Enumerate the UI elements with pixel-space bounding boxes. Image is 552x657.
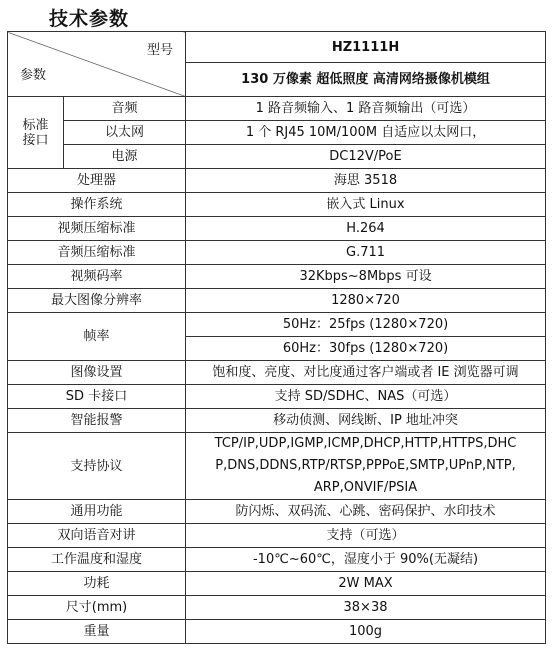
row-value: 饱和度、亮度、对比度通过客户端或者 IE 浏览器可调: [186, 361, 546, 385]
table-row: [8, 217, 546, 241]
row-value: 100g: [186, 620, 546, 644]
param-label: 参数: [20, 68, 47, 83]
table-row: [8, 289, 546, 313]
row-label: 尺寸(mm): [8, 596, 186, 620]
row-label: 视频码率: [8, 265, 186, 289]
interface-group-label-line2: 接口: [22, 132, 49, 148]
row-value: 防闪烁、双码流、心跳、密码保护、水印技术: [186, 500, 546, 524]
row-label: 智能报警: [8, 409, 186, 433]
row-label: 操作系统: [8, 193, 186, 217]
row-value: 嵌入式 Linux: [186, 193, 546, 217]
row-label: 工作温度和湿度: [8, 548, 186, 572]
row-label: 电源: [64, 145, 186, 169]
row-label: 帧率: [8, 313, 186, 361]
interface-group-label: [8, 97, 64, 169]
row-label: 功耗: [8, 572, 186, 596]
row-label: 处理器: [8, 169, 186, 193]
row-label: 通用功能: [8, 500, 186, 524]
row-value: 海思 3518: [186, 169, 546, 193]
table-row: [8, 596, 546, 620]
table-row: [8, 121, 546, 145]
protocols-line: TCP/IP,UDP,IGMP,ICMP,DHCP,HTTP,HTTPS,DHC: [214, 436, 517, 451]
header-diagonal-cell: [8, 32, 186, 97]
table-row: [8, 265, 546, 289]
table-row: [8, 620, 546, 644]
row-label: 视频压缩标准: [8, 217, 186, 241]
row-label: 支持协议: [8, 433, 186, 500]
row-value: 支持（可选）: [186, 524, 546, 548]
row-label: 图像设置: [8, 361, 186, 385]
table-row: [8, 385, 546, 409]
protocols-value: [186, 433, 546, 500]
row-value: 1 个 RJ45 10M/100M 自适应以太网口，: [186, 121, 546, 145]
row-value: DC12V/PoE: [186, 145, 546, 169]
table-row: [8, 145, 546, 169]
page-title: 技术参数: [49, 8, 130, 30]
model-description: 130 万像素 超低照度 高清网络摄像机模组: [186, 63, 546, 97]
row-label: 双向语音对讲: [8, 524, 186, 548]
row-value: 支持 SD/SDHC、NAS（可选）: [186, 385, 546, 409]
row-value: G.711: [186, 241, 546, 265]
row-value: 移动侦测、网线断、IP 地址冲突: [186, 409, 546, 433]
model-value: HZ1111H: [186, 32, 546, 63]
table-row: [8, 500, 546, 524]
interface-group-label-line1: 标准: [22, 117, 49, 133]
protocols-line: P,DNS,DDNS,RTP/RTSP,PPPoE,SMTP,UPnP,NTP,: [215, 458, 516, 473]
table-row: [8, 524, 546, 548]
row-value: 1280×720: [186, 289, 546, 313]
frame-rate-50hz: 50Hz：25fps (1280×720): [186, 313, 546, 337]
table-row: [8, 241, 546, 265]
table-row: [8, 548, 546, 572]
table-row: [8, 313, 546, 337]
row-label: 音频压缩标准: [8, 241, 186, 265]
row-value: 1 路音频输入、1 路音频输出（可选）: [186, 97, 546, 121]
row-value: 2W MAX: [186, 572, 546, 596]
table-row: [8, 97, 546, 121]
row-value: 32Kbps~8Mbps 可设: [186, 265, 546, 289]
model-label: 型号: [147, 43, 174, 58]
row-label: 最大图像分辨率: [8, 289, 186, 313]
row-value: H.264: [186, 217, 546, 241]
row-value: -10℃~60℃，湿度小于 90%(无凝结): [186, 548, 546, 572]
protocols-line: ARP,ONVIF/PSIA: [313, 480, 418, 495]
table-row: [8, 169, 546, 193]
row-label: 音频: [64, 97, 186, 121]
header-row-model: [8, 32, 546, 63]
table-row: [8, 409, 546, 433]
table-row: [8, 433, 546, 500]
frame-rate-60hz: 60Hz：30fps (1280×720): [186, 337, 546, 361]
spec-table: [7, 31, 546, 644]
row-value: 38×38: [186, 596, 546, 620]
table-row: [8, 572, 546, 596]
table-row: [8, 193, 546, 217]
row-label: 重量: [8, 620, 186, 644]
row-label: SD 卡接口: [8, 385, 186, 409]
row-label: 以太网: [64, 121, 186, 145]
table-row: [8, 361, 546, 385]
